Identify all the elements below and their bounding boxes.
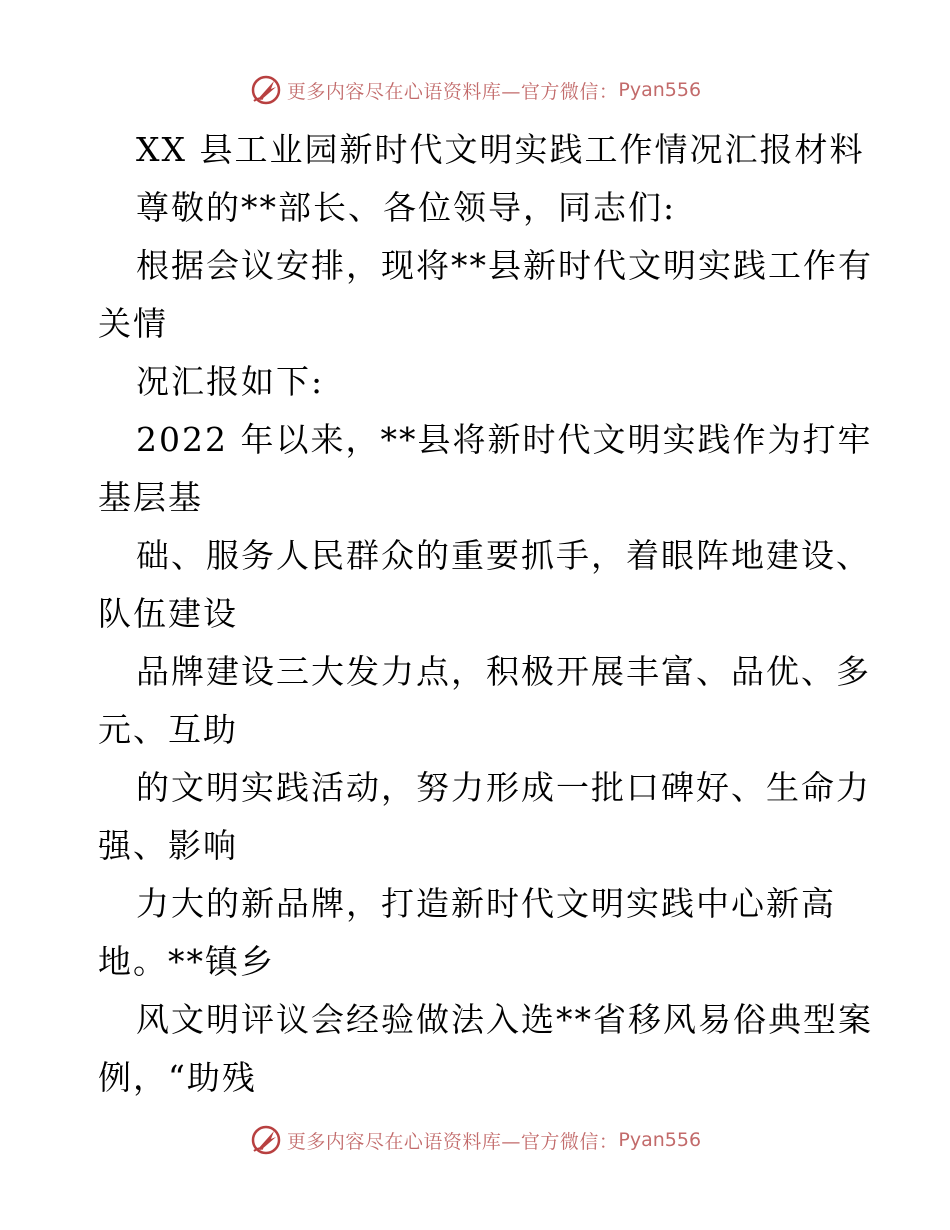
watermark-text: 更多内容尽在心语资料库—官方微信： [286, 80, 619, 103]
document-body [98, 121, 873, 1107]
document-title: XX 县工业园新时代文明实践工作情况汇报材料 [136, 130, 865, 169]
text-line: 的文明实践活动，努力形成一批口碑好、生命力 [136, 768, 871, 807]
text-line: 关情 [98, 304, 168, 343]
quill-logo-icon [249, 1123, 283, 1157]
text-line: 基层基 [98, 478, 203, 517]
text-line: 根据会议安排，现将**县新时代文明实践工作有 [136, 246, 873, 285]
text-line: 地。**镇乡 [98, 942, 275, 981]
text-line: 元、互助 [98, 710, 238, 749]
watermark-header [0, 72, 950, 108]
watermark-footer [0, 1122, 950, 1158]
watermark-wechat-id: Pyan556 [618, 1129, 702, 1151]
text-line: 力大的新品牌，打造新时代文明实践中心新高 [136, 884, 836, 923]
watermark-wechat-id: Pyan556 [618, 79, 702, 101]
quill-logo-icon [249, 73, 283, 107]
text-line: 风文明评议会经验做法入选**省移风易俗典型案 [136, 1000, 873, 1039]
text-line: 品牌建设三大发力点，积极开展丰富、品优、多 [136, 652, 871, 691]
text-line: 队伍建设 [98, 594, 238, 633]
text-line: 例，“助残 [98, 1058, 257, 1097]
watermark-text: 更多内容尽在心语资料库—官方微信： [286, 1130, 619, 1153]
text-line: 础、服务人民群众的重要抓手，着眼阵地建设、 [136, 536, 871, 575]
text-line: 2022 年以来，**县将新时代文明实践作为打牢 [136, 420, 873, 459]
salutation: 尊敬的**部长、各位领导，同志们: [136, 188, 677, 227]
text-line: 强、影响 [98, 826, 238, 865]
text-line: 况汇报如下: [136, 362, 325, 401]
